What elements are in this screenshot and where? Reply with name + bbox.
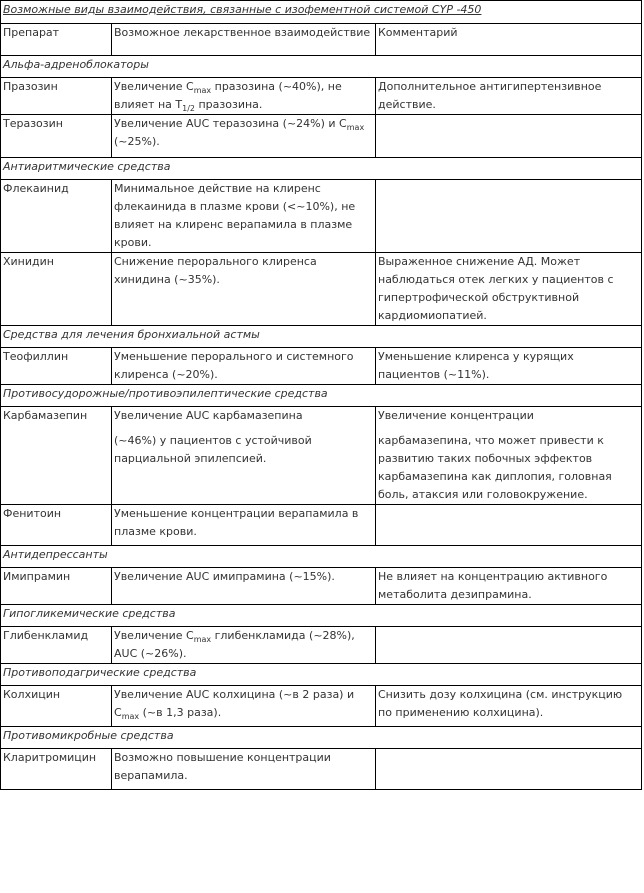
table-row (1, 253, 642, 326)
interaction-text: Увеличение AUC карбамазепина (~46%) у пациентов с устойчивой парциальной эпилепсией. (112, 407, 376, 505)
comment-text (376, 627, 642, 664)
category-antigout: Противоподагрические средства (1, 664, 642, 686)
interaction-text: Минимальное действие на клиренс флекаинида в плазме крови (<~10%), не влияет на клиренс верапамила в плазме крови. (112, 180, 376, 253)
comment-text (376, 115, 642, 158)
category-row (1, 56, 642, 78)
category-antimicrobials: Противомикробные средства (1, 727, 642, 749)
drug-name: Глибенкламид (1, 627, 112, 664)
drug-name: Флекаинид (1, 180, 112, 253)
comment-text: Уменьшение клиренса у курящих пациентов (~11%). (376, 348, 642, 385)
table-row (1, 407, 642, 505)
category-row (1, 664, 642, 686)
table-caption-row (1, 1, 642, 24)
table-row (1, 627, 642, 664)
drug-name: Празозин (1, 78, 112, 115)
table-row (1, 505, 642, 546)
interaction-text: Увеличение AUC имипрамина (~15%). (112, 568, 376, 605)
comment-text: Выраженное снижение АД. Может наблюдаться отек легких у пациентов с гипертрофической обструктивной кардиомиопатией. (376, 253, 642, 326)
table-row (1, 115, 642, 158)
comment-text (376, 749, 642, 790)
interaction-text: Увеличение AUC колхицина (~в 2 раза) и $C_{max}$ (~в 1,3 раза). (112, 686, 376, 727)
table-row (1, 180, 642, 253)
drug-name: Кларитромицин (1, 749, 112, 790)
interaction-text: Увеличение $C_{max}$ глибенкламида (~28%), AUC (~26%). (112, 627, 376, 664)
category-antiarrhythmics: Антиаритмические средства (1, 158, 642, 180)
comment-text (376, 505, 642, 546)
drug-name: Фенитоин (1, 505, 112, 546)
interaction-text: Увеличение $C_{max}$ празозина (~40%), не влияет на $T_{1/2}$ празозина. (112, 78, 376, 115)
category-anticonvulsants: Противосудорожные/противоэпилептические средства (1, 385, 642, 407)
drug-name: Колхицин (1, 686, 112, 727)
category-hypoglycemics: Гипогликемические средства (1, 605, 642, 627)
drug-name: Карбамазепин (1, 407, 112, 505)
column-header-interaction: Возможное лекарственное взаимодействие (112, 24, 376, 56)
category-antidepressants: Антидепрессанты (1, 546, 642, 568)
table-row (1, 749, 642, 790)
category-row (1, 158, 642, 180)
category-row (1, 385, 642, 407)
category-row (1, 727, 642, 749)
table-row (1, 568, 642, 605)
comment-text (376, 180, 642, 253)
drug-name: Имипрамин (1, 568, 112, 605)
interaction-text: Увеличение AUC теразозина (~24%) и $C_{max}$ (~25%). (112, 115, 376, 158)
comment-text: Не влияет на концентрацию активного метаболита дезипрамина. (376, 568, 642, 605)
category-row (1, 326, 642, 348)
table-row (1, 686, 642, 727)
table-caption: Возможные виды взаимодействия, связанные с изофементной системой CYP -450 (1, 1, 642, 24)
column-header-comment: Комментарий (376, 24, 642, 56)
table-row (1, 78, 642, 115)
table-row (1, 348, 642, 385)
column-header-drug: Препарат (1, 24, 112, 56)
category-row (1, 546, 642, 568)
table-header-row (1, 24, 642, 56)
drug-name: Хинидин (1, 253, 112, 326)
comment-text: Увеличение концентрации карбамазепина, что может привести к развитию таких побочных эффектов карбамазепина как диплопия, головная боль, атаксия или головокружение. (376, 407, 642, 505)
interaction-text: Снижение перорального клиренса хинидина (~35%). (112, 253, 376, 326)
category-alpha-blockers: Альфа-адреноблокаторы (1, 56, 642, 78)
interaction-text: Уменьшение перорального и системного клиренса (~20%). (112, 348, 376, 385)
drug-name: Теразозин (1, 115, 112, 158)
comment-text: Снизить дозу колхицина (см. инструкцию по применению колхицина). (376, 686, 642, 727)
drug-name: Теофиллин (1, 348, 112, 385)
category-row (1, 605, 642, 627)
interaction-text: Возможно повышение концентрации верапамила. (112, 749, 376, 790)
interaction-text: Уменьшение концентрации верапамила в плазме крови. (112, 505, 376, 546)
category-asthma-drugs: Средства для лечения бронхиальной астмы (1, 326, 642, 348)
comment-text: Дополнительное антигипертензивное действие. (376, 78, 642, 115)
